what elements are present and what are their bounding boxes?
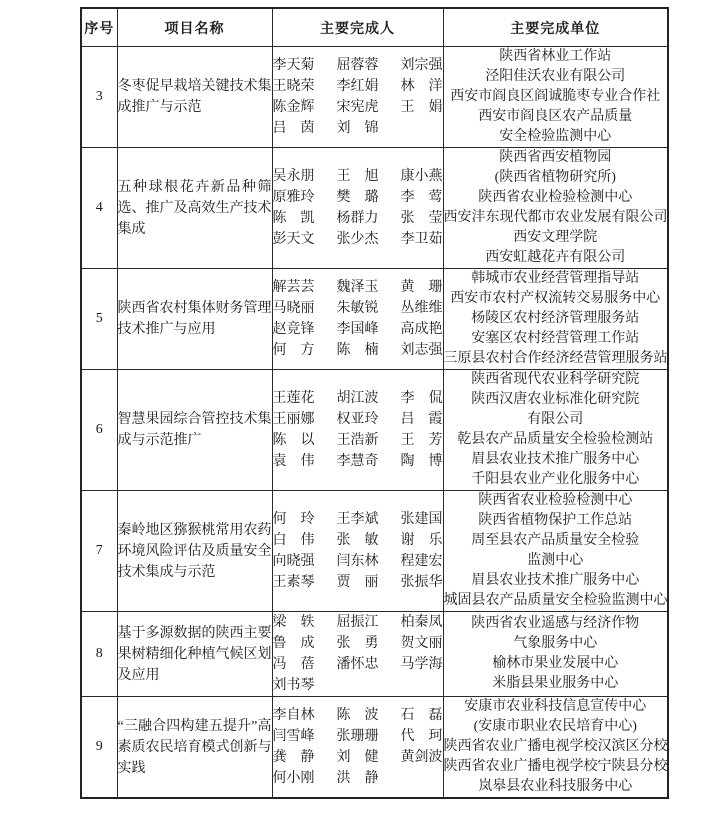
person-name: 张莹 <box>400 211 443 226</box>
unit-line: 千阳县农业产业化服务中心 <box>471 472 640 487</box>
unit-line: 西安文理学院 <box>513 230 598 245</box>
person-name: 李莺 <box>400 190 443 205</box>
cell-serial-number: 9 <box>81 697 117 799</box>
unit-line: 陕西省农业遥感与经济作物 <box>471 616 640 631</box>
cell-contributors <box>272 612 443 697</box>
person-name: 王李斌 <box>336 512 379 527</box>
project-title-text: 冬枣促早栽培关键技术集成推广与示范 <box>117 79 272 115</box>
person-name: 何小刚 <box>272 771 315 786</box>
person-name: 何玲 <box>272 512 315 527</box>
cell-contributors <box>272 370 443 491</box>
person-name: 杨群力 <box>336 211 379 226</box>
unit-line: 西安市农村产权流转交易服务中心 <box>450 291 661 306</box>
unit-line: 西安虹越花卉有限公司 <box>485 250 626 265</box>
unit-line: 城固县农产品质量安全检验监测中心 <box>443 593 668 608</box>
person-name: 张少杰 <box>336 232 379 247</box>
person-name: 陈楠 <box>336 343 379 358</box>
unit-line: 眉县农业技术推广服务中心 <box>471 452 640 467</box>
project-title-text: “三融合四构建五提升”高素质农民培育模式创新与实践 <box>117 718 272 776</box>
unit-line: 米脂县果业服务中心 <box>492 676 619 691</box>
unit-line: 眉县农业技术推广服务中心 <box>471 573 640 588</box>
unit-line: 监测中心 <box>527 553 584 568</box>
unit-line-list <box>444 47 668 147</box>
person-name: 向晓强 <box>272 554 315 569</box>
person-name: 马学海 <box>400 657 443 672</box>
col-header-project-name: 项目名称 <box>117 8 272 47</box>
unit-line: 杨陵区农村经济管理服务站 <box>471 311 640 326</box>
person-name: 王浩新 <box>336 433 379 448</box>
person-name: 魏泽玉 <box>336 280 379 295</box>
unit-line-list <box>444 269 668 369</box>
unit-line: 乾县农产品质量安全检验检测站 <box>457 432 654 447</box>
person-name: 王晓荣 <box>272 79 315 94</box>
person-name: 赵竞锋 <box>272 322 315 337</box>
unit-line-list <box>444 614 668 694</box>
person-name: 贾丽 <box>336 575 379 590</box>
col-header-main-units: 主要完成单位 <box>443 8 668 47</box>
cell-serial-number: 3 <box>81 47 117 148</box>
cell-units <box>443 148 668 269</box>
person-name: 樊璐 <box>336 190 379 205</box>
person-name: 陈波 <box>336 708 379 723</box>
person-name: 陶博 <box>400 454 443 469</box>
person-name: 陈金辉 <box>272 100 315 115</box>
person-name: 屈振江 <box>336 615 379 630</box>
person-name: 吕霞 <box>400 412 443 427</box>
unit-line-list <box>444 148 668 268</box>
unit-line: 泾阳佳沃农业有限公司 <box>485 69 626 84</box>
person-name: 王芳 <box>400 433 443 448</box>
unit-line: (陕西省植物研究所) <box>494 170 616 185</box>
person-name: 李卫茹 <box>400 232 443 247</box>
unit-line: 榆林市果业发展中心 <box>492 656 619 671</box>
person-name: 吕茵 <box>272 121 315 136</box>
person-name: 李国峰 <box>336 322 379 337</box>
person-name: 黄珊 <box>400 280 443 295</box>
person-name: 张珊珊 <box>336 729 379 744</box>
person-name: 宋宪虎 <box>336 100 379 115</box>
header-row <box>81 8 668 47</box>
person-name: 彭天文 <box>272 232 315 247</box>
unit-line: 韩城市农业经营管理指导站 <box>471 271 640 286</box>
unit-line: 陕西省西安植物园 <box>499 150 612 165</box>
unit-line: 安塞区农村经营管理工作站 <box>471 331 640 346</box>
cell-project-title <box>117 47 272 148</box>
unit-line: 西安市阎良区阎诚脆枣专业合作社 <box>450 89 661 104</box>
cell-units <box>443 612 668 697</box>
cell-project-title <box>117 269 272 370</box>
person-name: 龚静 <box>272 750 315 765</box>
person-name: 李自林 <box>272 708 315 723</box>
cell-serial-number: 7 <box>81 491 117 612</box>
person-name: 张勇 <box>336 636 379 651</box>
unit-line: 陕西省农业检验检测中心 <box>478 190 633 205</box>
table-row <box>81 491 668 612</box>
person-name: 陈以 <box>272 433 315 448</box>
cell-contributors <box>272 697 443 799</box>
unit-line: 陕西省农业广播电视学校宁陕县分校 <box>443 759 668 774</box>
unit-line: 安康市农业科技信息宣传中心 <box>464 699 647 714</box>
cell-serial-number: 8 <box>81 612 117 697</box>
person-name: 原雅玲 <box>272 190 315 205</box>
table-row <box>81 697 668 799</box>
person-name: 白伟 <box>272 533 315 548</box>
cell-serial-number: 4 <box>81 148 117 269</box>
person-name: 林洋 <box>400 79 443 94</box>
cell-project-title <box>117 612 272 697</box>
person-name: 柏秦凤 <box>400 615 443 630</box>
person-name: 程建宏 <box>400 554 443 569</box>
person-name: 冯蓓 <box>272 657 315 672</box>
cell-units <box>443 47 668 148</box>
person-name: 胡江波 <box>336 391 379 406</box>
unit-line: 三原县农村合作经济经营管理服务站 <box>443 351 668 366</box>
person-name: 陈凯 <box>272 211 315 226</box>
person-name: 王丽娜 <box>272 412 315 427</box>
unit-line: 陕西省植物保护工作总站 <box>478 513 633 528</box>
cell-contributors <box>272 491 443 612</box>
project-title-text: 秦岭地区猕猴桃常用农药环境风险评估及质量安全技术集成与示范 <box>117 522 272 580</box>
person-name: 贺文丽 <box>400 636 443 651</box>
cell-contributors <box>272 269 443 370</box>
unit-line: 陕西省农业广播电视学校汉滨区分校 <box>443 739 668 754</box>
contributor-name-grid <box>273 509 443 593</box>
person-name: 谢乐 <box>400 533 443 548</box>
contributor-name-grid <box>273 166 443 250</box>
unit-line: 气象服务中心 <box>513 636 598 651</box>
contributor-name-grid <box>273 612 443 696</box>
col-header-no: 序号 <box>81 8 117 47</box>
cell-units <box>443 697 668 799</box>
cell-serial-number: 5 <box>81 269 117 370</box>
person-name: 王莲花 <box>272 391 315 406</box>
unit-line: 陕西汉唐农业标准化研究院 <box>471 392 640 407</box>
person-name: 康小燕 <box>400 169 443 184</box>
table-row <box>81 269 668 370</box>
contributor-name-grid <box>273 705 443 789</box>
person-name: 李红娟 <box>336 79 379 94</box>
cell-serial-number: 6 <box>81 370 117 491</box>
person-name: 丛维维 <box>400 301 443 316</box>
person-name: 马晓丽 <box>272 301 315 316</box>
unit-line: 西安沣东现代都市农业发展有限公司 <box>443 210 668 225</box>
person-name: 张建国 <box>400 512 443 527</box>
project-title-text: 五种球根花卉新品种筛选、推广及高效生产技术集成 <box>117 179 272 237</box>
person-name: 解芸芸 <box>272 280 315 295</box>
person-name: 刘书琴 <box>272 678 315 693</box>
cell-units <box>443 269 668 370</box>
contributor-name-grid <box>273 277 443 361</box>
table-body <box>81 47 668 799</box>
person-name: 潘怀忠 <box>336 657 379 672</box>
person-name: 朱敏锐 <box>336 301 379 316</box>
project-title-text: 陕西省农村集体财务管理技术推广与应用 <box>117 301 272 337</box>
unit-line-list <box>444 491 668 611</box>
col-header-main-contributors: 主要完成人 <box>272 8 443 47</box>
cell-project-title <box>117 491 272 612</box>
person-name: 张敏 <box>336 533 379 548</box>
table-row <box>81 148 668 269</box>
cell-units <box>443 370 668 491</box>
contributor-name-grid <box>273 388 443 472</box>
unit-line: 安全检验监测中心 <box>499 129 612 144</box>
project-title-text: 基于多源数据的陕西主要果树精细化种植气候区划及应用 <box>117 625 272 683</box>
person-name: 刘健 <box>336 750 379 765</box>
unit-line: 有限公司 <box>527 412 584 427</box>
person-name: 闫雪峰 <box>272 729 315 744</box>
person-name: 闫东林 <box>336 554 379 569</box>
unit-line: 陕西省农业检验检测中心 <box>478 493 633 508</box>
awards-table <box>80 7 669 799</box>
unit-line: 陕西省现代农业科学研究院 <box>471 372 640 387</box>
cell-units <box>443 491 668 612</box>
person-name: 李侃 <box>400 391 443 406</box>
unit-line: 周至县农产品质量安全检验 <box>471 533 640 548</box>
unit-line: 岚皋县农业科技服务中心 <box>478 779 633 794</box>
project-title-text: 智慧果园综合管控技术集成与示范推广 <box>117 412 272 448</box>
person-name: 王娟 <box>400 100 443 115</box>
person-name: 李天菊 <box>272 58 315 73</box>
unit-line-list <box>444 697 668 797</box>
person-name: 刘宗强 <box>400 58 443 73</box>
person-name: 王素琴 <box>272 575 315 590</box>
cell-project-title <box>117 697 272 799</box>
cell-project-title <box>117 148 272 269</box>
person-name: 屈蓉蓉 <box>336 58 379 73</box>
person-name: 代珂 <box>400 729 443 744</box>
person-name: 黄剑波 <box>400 750 443 765</box>
person-name: 高成艳 <box>400 322 443 337</box>
person-name: 权亚玲 <box>336 412 379 427</box>
person-name: 石磊 <box>400 708 443 723</box>
table-row <box>81 47 668 148</box>
person-name: 梁轶 <box>272 615 315 630</box>
person-name: 鲁成 <box>272 636 315 651</box>
person-name: 刘志强 <box>400 343 443 358</box>
cell-project-title <box>117 370 272 491</box>
person-name: 李慧奇 <box>336 454 379 469</box>
unit-line: (安康市职业农民培育中心) <box>473 719 637 734</box>
person-name: 吴永朋 <box>272 169 315 184</box>
person-name: 王旭 <box>336 169 379 184</box>
contributor-name-grid <box>273 55 443 139</box>
person-name: 洪静 <box>336 771 379 786</box>
unit-line: 西安市阎良区农产品质量 <box>478 109 633 124</box>
unit-line-list <box>444 370 668 490</box>
unit-line: 陕西省林业工作站 <box>499 49 612 64</box>
cell-contributors <box>272 148 443 269</box>
table-row <box>81 370 668 491</box>
person-name: 何方 <box>272 343 315 358</box>
cell-contributors <box>272 47 443 148</box>
person-name: 袁伟 <box>272 454 315 469</box>
person-name: 张振华 <box>400 575 443 590</box>
person-name: 刘锦 <box>336 121 379 136</box>
table-row <box>81 612 668 697</box>
